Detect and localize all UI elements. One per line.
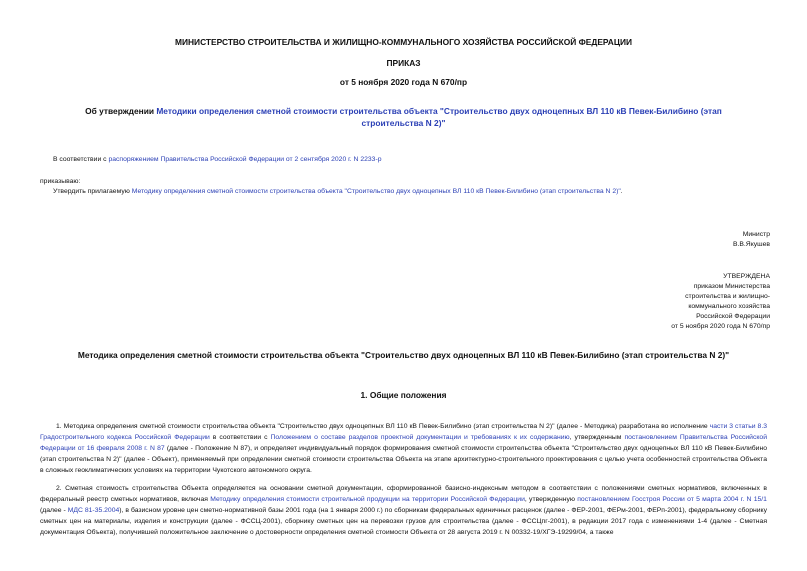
signature-name: В.В.Якушев: [732, 241, 770, 248]
signature-position: Министр: [742, 231, 770, 238]
ministry-heading: МИНИСТЕРСТВО СТРОИТЕЛЬСТВА И ЖИЛИЩНО-КОММУНАЛЬНОГО ХОЗЯЙСТВА РОССИЙСКОЙ ФЕДЕРАЦИИ: [175, 37, 632, 47]
paragraph-1-link-regulation[interactable]: Положением о составе разделов проектной документации и требованиях к их содержанию: [270, 434, 570, 441]
preamble-link[interactable]: распоряжением Правительства Российской Федерации от 2 сентября 2020 г. N 2233-р: [108, 156, 382, 163]
paragraph-2-link-mds[interactable]: МДС 81-35.2004: [67, 507, 120, 514]
approval-line: строительства и жилищно-: [685, 293, 770, 300]
order-title-link-line1[interactable]: Методики определения сметной стоимости строительства объекта "Строительство двух одноцепных ВЛ 110 кВ Певек-Билибино (этап: [156, 106, 722, 116]
order-word: приказываю:: [40, 178, 81, 185]
order-title-line2: [0, 118, 807, 129]
approval-line: приказом Министерства: [693, 283, 770, 290]
order-clause-text: Утвердить прилагаемую: [53, 188, 132, 195]
paragraph-1-text: 1. Методика определения сметной стоимости строительства объекта "Строительство двух одноцепных ВЛ 110 кВ Певек-Билибино (этап строительства N 2)" (далее - Методика) разработана во исполнение: [56, 423, 710, 430]
approval-line: коммунального хозяйства: [688, 303, 770, 310]
preamble-text: В соответствии с: [53, 156, 109, 163]
paragraph-2-text: 2. Сметная стоимость строительства Объекта определяется на основании сметной документации, сформированной базисно-индексным методом в соответствии с положениями сметных нормативов, включенных в федеральный реестр сметных нормативов, включая: [40, 485, 767, 503]
section-1-title: 1. Общие положения: [360, 390, 447, 400]
methodology-title: Методика определения сметной стоимости строительства объекта "Строительство двух одноцепных ВЛ 110 кВ Певек-Билибино (этап строительства N 2)": [77, 350, 730, 360]
paragraph-2-text: (далее -: [40, 507, 68, 514]
paragraph-1-text: в соответствии с: [209, 434, 271, 441]
order-date-number: от 5 ноября 2020 года N 670/пр: [339, 77, 468, 87]
order-clause-link[interactable]: Методику определения сметной стоимости строительства объекта "Строительство двух одноцепных ВЛ 110 кВ Певек-Билибино (этап строительства N 2)": [131, 188, 621, 195]
paragraph-1-link-code[interactable]: части 3 статьи 8.3 Градостроительного кодекса Российской Федерации: [40, 423, 767, 441]
approval-line: УТВЕРЖДЕНА: [723, 273, 770, 280]
order-title-prefix: Об утверждении: [85, 106, 157, 116]
paragraph-2-text: , утвержденную: [524, 496, 578, 503]
paragraph-1: [40, 421, 767, 476]
paragraph-1-link-decree[interactable]: постановлением Правительства Российской Федерации от 16 февраля 2008 г. N 87: [40, 434, 768, 452]
order-clause: [53, 187, 623, 196]
doc-type-heading: ПРИКАЗ: [386, 58, 421, 68]
order-title: [0, 106, 807, 117]
paragraph-1-text: , утвержденным: [569, 434, 625, 441]
paragraph-2-link-gosstroy[interactable]: постановлением Госстроя России от 5 марта 2004 г. N 15/1: [577, 496, 767, 503]
preamble: [53, 155, 382, 164]
order-title-link-line2[interactable]: строительства N 2)": [361, 118, 446, 128]
approval-line: Российской Федерации: [696, 313, 770, 320]
order-clause-end: .: [620, 188, 623, 195]
paragraph-1-text: (далее - Положение N 87), и определяет индивидуальный порядок формирования сметной стоимости строительства объекта "Строительство двух одноцепных ВЛ 110 кВ Певек-Билибино (этап строительства N 2)" (далее - Объект), применяемый при определении сметной стоимости строительства Объекта на этапе архитектурно-строительного проектирования с целью учета особенностей строительства Объекта в сложных геоклиматических условиях на территории Чукотского автономного округа.: [40, 445, 767, 474]
paragraph-2-text: ), в базисном уровне цен сметно-нормативной базы 2001 года (на 1 января 2000 г.) по сборникам федеральных единичных расценок (далее - ФЕР-2001, ФЕРм-2001, ФЕРп-2001), федеральному сборнику сметных цен на материалы, изделия и конструкции (далее - ФССЦ-2001), сборнику сметных цен на перевозки грузов для строительства (далее - ФССЦпг-2001), в редакции 2017 года с изменениями 1-4 (далее - Сметная документация Объекта), получившей положительное заключение о достоверности определения сметной стоимости Объекта от 28 августа 2019 г. N 00332-19/ХГЭ-19299/04, а также: [40, 507, 767, 536]
paragraph-2-link-methodology[interactable]: Методику определения стоимости строительной продукции на территории Российской Федерации: [210, 496, 525, 503]
approval-line: от 5 ноября 2020 года N 670/пр: [671, 323, 770, 330]
paragraph-2: [40, 483, 767, 538]
